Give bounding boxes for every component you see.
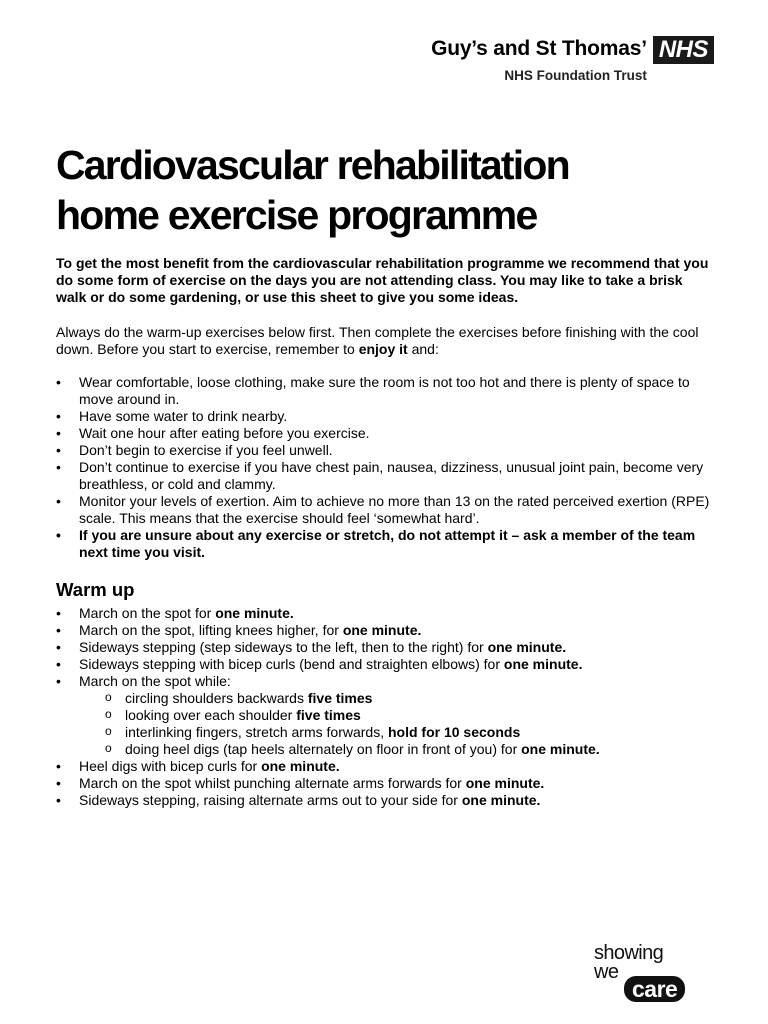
item-duration: five times <box>296 707 361 723</box>
item-text: Sideways stepping (step sideways to the left, then to the right) for <box>79 639 488 655</box>
list-item: • Monitor your levels of exertion. Aim to achieve no more than 13 on the rated perceived exertion (RPE) scale. This means that the exercise should feel ‘somewhat hard’. <box>56 493 716 527</box>
list-item: • Wear comfortable, loose clothing, make sure the room is not too hot and there is plenty of space to move around in. <box>56 374 716 408</box>
item-text: March on the spot for <box>79 605 216 621</box>
item-duration: one minute. <box>487 639 567 655</box>
item-duration: one minute. <box>521 741 600 757</box>
march-sub-list <box>79 690 716 758</box>
list-item <box>56 792 716 809</box>
item-duration: one minute. <box>215 605 294 621</box>
instructions-end: and: <box>407 341 439 357</box>
intro-paragraph: To get the most benefit from the cardiovascular rehabilitation programme we recommend that you do some form of exercise on the days you are not attending class. You may like to take a brisk walk or do some gardening, or use this sheet to give you some ideas. <box>56 255 709 305</box>
list-item <box>56 775 716 792</box>
warm-up-heading: Warm up <box>56 579 135 600</box>
list-item <box>56 605 716 622</box>
item-duration: one minute. <box>503 656 583 672</box>
logo-line-showing: showing <box>594 942 664 964</box>
list-item <box>56 622 716 639</box>
item-text: Sideways stepping, raising alternate arms out to your side for <box>79 792 462 808</box>
care-badge: care <box>624 976 685 1002</box>
item-text: interlinking fingers, stretch arms forwards, <box>125 724 388 740</box>
title-line-2: home exercise programme <box>56 192 537 238</box>
logo-line-we: we <box>594 961 619 983</box>
item-duration: one minute. <box>342 622 422 638</box>
warm-up-list <box>56 605 716 809</box>
instructions-paragraph <box>56 324 716 358</box>
sub-list-item <box>102 690 716 707</box>
sub-list-item <box>102 707 716 724</box>
item-text: doing heel digs (tap heels alternately on floor in front of you) for <box>125 741 522 757</box>
warning-item: • If you are unsure about any exercise or stretch, do not attempt it – ask a member of the team next time you visit. <box>56 527 716 561</box>
sub-list-item <box>102 741 716 758</box>
list-item: • Don’t begin to exercise if you feel unwell. <box>56 442 716 459</box>
instructions-text: Always do the warm-up exercises below first. Then complete the exercises before finishing with the cool down. Before you start to exercise, remember to <box>56 324 699 357</box>
list-item: • Wait one hour after eating before you exercise. <box>56 425 716 442</box>
list-item <box>56 673 716 758</box>
showing-we-care-logo <box>594 944 714 1004</box>
page-title <box>56 140 716 240</box>
header <box>431 36 714 83</box>
document-body <box>56 255 716 809</box>
trust-subtitle: NHS Foundation Trust <box>504 68 647 83</box>
item-duration: one minute. <box>461 792 541 808</box>
instructions-bold: enjoy it <box>358 341 408 357</box>
item-text: looking over each shoulder <box>125 707 297 723</box>
list-item: • Don’t continue to exercise if you have chest pain, nausea, dizziness, unusual joint pain, become very breathless, or cold and clammy. <box>56 459 716 493</box>
list-item <box>56 758 716 775</box>
item-text: Heel digs with bicep curls for <box>79 758 262 774</box>
item-text: Sideways stepping with bicep curls (bend and straighten elbows) for <box>79 656 504 672</box>
trust-block <box>431 36 647 83</box>
precautions-list <box>56 374 716 561</box>
item-duration: hold for 10 seconds <box>387 724 521 740</box>
list-item: • Have some water to drink nearby. <box>56 408 716 425</box>
trust-name: Guy’s and St Thomas’ <box>431 37 647 60</box>
item-duration: five times <box>307 690 373 706</box>
item-duration: one minute. <box>465 775 545 791</box>
list-item <box>56 656 716 673</box>
item-text: March on the spot, lifting knees higher, for <box>79 622 343 638</box>
list-item <box>56 639 716 656</box>
nhs-logo: NHS <box>653 36 714 64</box>
sub-list-item <box>102 724 716 741</box>
item-text: March on the spot whilst punching alternate arms forwards for <box>79 775 466 791</box>
item-duration: one minute. <box>261 758 340 774</box>
item-text: circling shoulders backwards <box>125 690 308 706</box>
title-line-1: Cardiovascular rehabilitation <box>56 142 569 188</box>
march-while-text: March on the spot while: <box>79 673 231 689</box>
